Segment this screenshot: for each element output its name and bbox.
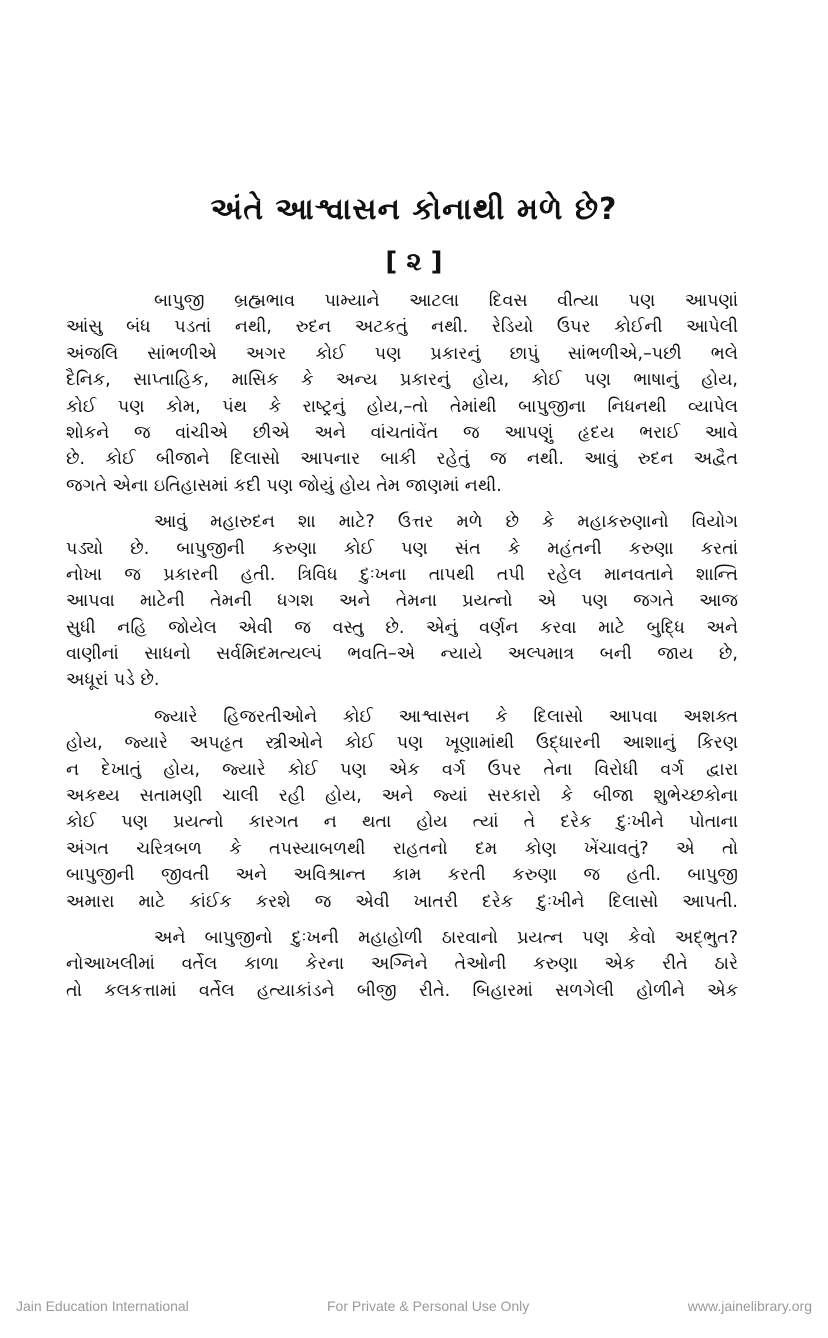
text-line: વાણીનાં સાધનો સર્વમિદમત્યલ્પં ભવતિ–એ ન્યાયે અલ્પમાત્ર બની જાય છે, <box>66 644 738 665</box>
footer-usage-notice: For Private & Personal Use Only <box>327 1298 530 1314</box>
text-line: બાપુજી બ્રહ્મભાવ પામ્યાને આટલા દિવસ વીત્યા પણ આપણાં <box>154 291 738 311</box>
text-line: અંગત ચરિત્રબળ કે તપસ્યાબળથી રાહતનો દમ કોણ ખેંચાવતું? એ તો <box>66 838 738 859</box>
paragraph-1 <box>66 288 738 499</box>
text-line: કોઈ પણ પ્રયત્નો કારગત ન થતા હોય ત્યાં તે દરેક દુઃખીને પોતાના <box>66 812 738 833</box>
text-line: જ્યારે હિજરતીઓને કોઈ આશ્વાસન કે દિલાસો આપવા અશક્ત <box>154 706 738 727</box>
paragraph-3 <box>66 704 738 915</box>
text-line: નોઆખલીમાં વર્તેલ કાળા કેરના અગ્નિને તેઓની કરુણા એક રીતે ઠારે <box>66 954 738 975</box>
chapter-number: [ ૨ ] <box>385 247 443 277</box>
text-line: તો કલકત્તામાં વર્તેલ હત્યાકાંડને બીજી રીતે. બિહારમાં સળગેલી હોળીને એક <box>66 980 738 1001</box>
text-line: આવું મહારુદન શા માટે? ઉત્તર મળે છે કે મહાકરુણાનો વિયોગ <box>154 512 738 533</box>
text-line: અકથ્ય સતામણી ચાલી રહી હોય, અને જ્યાં સરકારો કે બીજા શુભેચ્છકોના <box>66 786 738 807</box>
text-line: છે. કોઈ બીજાને દિલાસો આપનાર બાકી રહેતું જ નથી. આવું રુદન અદ્વૈત <box>66 449 738 470</box>
text-line: સુધી નહિ જોયેલ એવી જ વસ્તુ છે. એનું વર્ણન કરવા માટે બુદ્ધિ અને <box>66 617 738 638</box>
text-line: પડ્યો છે. બાપુજીની કરુણા કોઈ પણ સંત કે મહંતની કરુણા કરતાં <box>66 538 738 559</box>
text-line: અંજલિ સાંભળીએ અગર કોઈ પણ પ્રકારનું છાપું સાંભળીએ,–પછી ભલે <box>66 343 738 364</box>
text-line: અને બાપુજીનો દુઃખની મહાહોળી ઠારવાનો પ્રયત્ન પણ કેવો અદ્ભુત? <box>154 927 738 948</box>
body-text <box>66 288 738 1004</box>
text-line: ન દેખાતું હોય, જ્યારે કોઈ પણ એક વર્ગ ઉપર તેના વિરોધી વર્ગ દ્વારા <box>66 759 738 780</box>
text-line: આંસુ બંધ પડતાં નથી, રુદન અટકતું નથી. રેડિયો ઉપર કોઈની આપેલી <box>66 317 738 338</box>
footer <box>0 1298 828 1318</box>
text-line: કોઈ પણ કોમ, પંથ કે રાષ્ટ્રનું હોય,–તો તેમાંથી બાપુજીના નિધનથી વ્યાપેલ <box>66 396 738 417</box>
text-line: હોય, જ્યારે અપહૃત સ્ત્રીઓને કોઈ પણ ખૂણામાંથી ઉદ્ધારની આશાનું કિરણ <box>66 733 738 754</box>
paragraph-4 <box>66 925 738 1004</box>
text-line: બાપુજીની જીવતી અને અવિશ્રાન્ત કામ કરતી કરુણા જ હતી. બાપુજી <box>66 865 738 886</box>
footer-website: www.jainelibrary.org <box>687 1298 812 1314</box>
text-line: દૈનિક, સાપ્તાહિક, માસિક કે અન્ય પ્રકારનું હોય, કોઈ પણ ભાષાનું હોય, <box>66 370 738 391</box>
footer-publisher: Jain Education International <box>16 1298 189 1314</box>
text-line: નોખા જ પ્રકારની હતી. ત્રિવિધ દુઃખના તાપથી તપી રહેલ માનવતાને શાન્તિ <box>66 564 738 585</box>
text-line: શોકને જ વાંચીએ છીએ અને વાંચતાંવેંત જ આપણું હૃદય ભરાઈ આવે <box>66 422 738 443</box>
paragraph-2 <box>66 509 738 694</box>
page-title: અંતે આશ્વાસન કોનાથી મળે છે? <box>210 192 618 227</box>
text-line: અમારા માટે કાંઈક કરશે જ એવી ખાતરી દરેક દુઃખીને દિલાસો આપતી. <box>66 891 738 912</box>
text-line: અધૂરાં પડે છે. <box>66 670 160 691</box>
text-line: જગતે એના ઇતિહાસમાં કદી પણ જોયું હોય તેમ જાણમાં નથી. <box>66 475 502 496</box>
text-line: આપવા માટેની તેમની ધગશ અને તેમના પ્રયત્નો એ પણ જગતે આજ <box>66 591 738 612</box>
